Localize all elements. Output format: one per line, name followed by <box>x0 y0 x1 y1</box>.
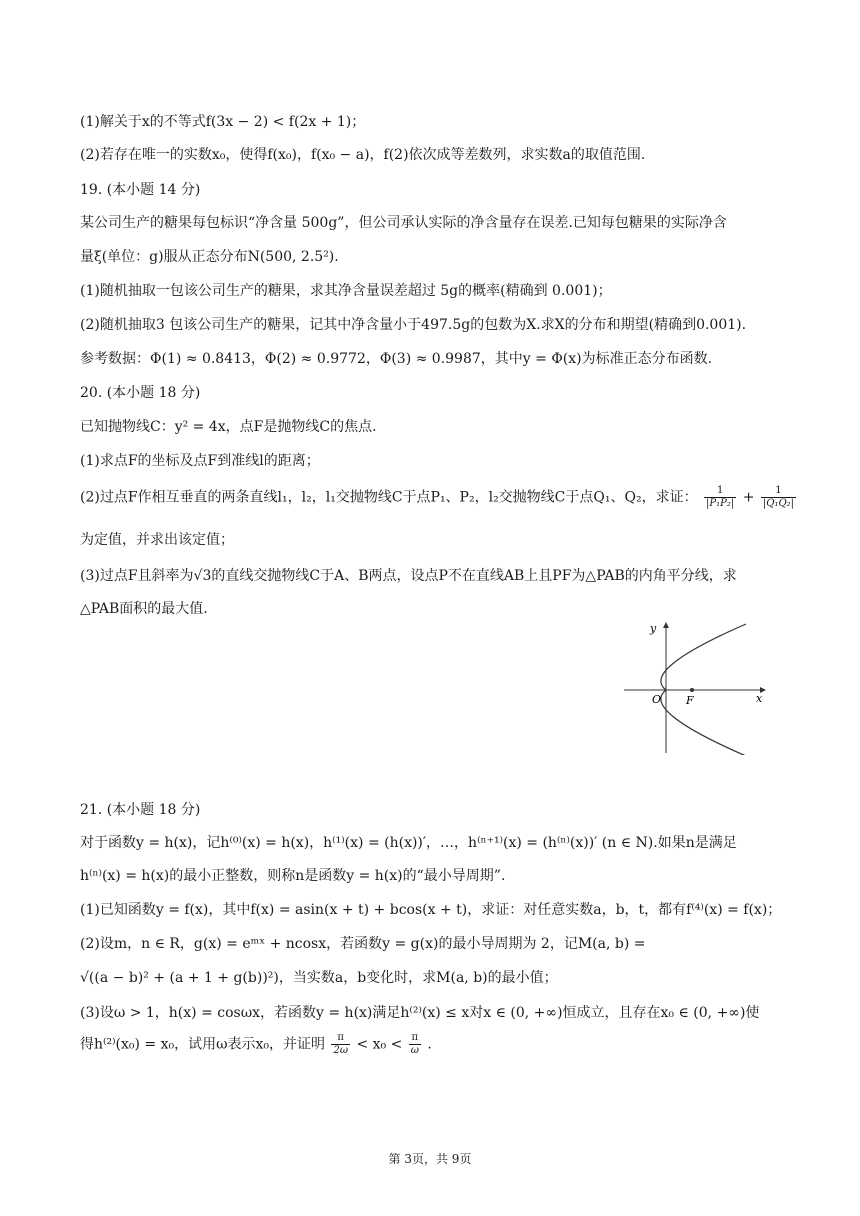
fraction-2omega-denominator: 2ω <box>333 1045 348 1056</box>
text-line: 对于函数y = h(x)，记h⁽⁰⁾(x) = h(x)，h⁽¹⁾(x) = (h(x))′，…，h⁽ⁿ⁺¹⁾(x) = (h⁽ⁿ⁾(x))′ (n ∈ N).如果n是满足 <box>80 835 737 851</box>
q21-part3-text: 得h⁽²⁾(x₀) = x₀，试用ω表示x₀，并证明 <box>80 1036 325 1053</box>
text-line: 已知抛物线C：y² = 4x，点F是抛物线C的焦点. <box>80 419 377 435</box>
fraction-omega-denominator: ω <box>410 1045 419 1056</box>
text-line: △PAB面积的最大值. <box>80 601 208 617</box>
text-line: h⁽ⁿ⁾(x) = h(x)的最小正整数，则称n是函数y = h(x)的“最小导周期”. <box>80 868 506 884</box>
plus-sign: + <box>742 489 755 506</box>
text-line: √((a − b)² + (a + 1 + g(b))²)，当实数a，b变化时，求M(a, b)的最小值； <box>80 970 558 986</box>
x-axis-label: x <box>756 692 763 705</box>
text-line: 为定值，并求出该定值； <box>80 532 234 548</box>
fraction-2-denominator: |Q₁Q₂| <box>762 498 795 509</box>
q20-part2-text: (2)过点F作相互垂直的两条直线l₁，l₂，l₁交抛物线C于点P₁、P₂，l₂交抛物线C于点Q₁、Q₂，求证： <box>80 489 698 506</box>
text-line: (2)设m，n ∈ R，g(x) = eᵐˣ + ncosx，若函数y = g(x)的最小导周期为 2，记M(a, b) = <box>80 936 646 952</box>
fraction-2-numerator: 1 <box>761 485 796 498</box>
fraction-1 <box>704 485 736 510</box>
fraction-pi-omega <box>409 1032 421 1057</box>
text-line: (1)解关于x的不等式f(3x − 2) < f(2x + 1)； <box>80 114 366 130</box>
y-axis-arrow <box>663 622 669 628</box>
parabola-figure <box>620 620 770 755</box>
inequality-middle: < x₀ < <box>356 1036 403 1053</box>
focus-label: F <box>686 694 694 707</box>
sentence-end: . <box>427 1036 432 1053</box>
page-footer: 第 3页，共 9页 <box>388 1152 472 1166</box>
text-line: (3)设ω > 1，h(x) = cosωx，若函数y = h(x)满足h⁽²⁾(x) ≤ x对x ∈ (0, +∞)恒成立，且存在x₀ ∈ (0, +∞)使 <box>80 1005 760 1021</box>
q20-part2-line <box>80 485 795 510</box>
fraction-pi-2omega <box>331 1032 350 1057</box>
text-line: 21. (本小题 18 分) <box>80 802 201 818</box>
text-line: (2)随机抽取3 包该公司生产的糖果，记其中净含量小于497.5g的包数为X.求X的分布和期望(精确到0.001). <box>80 317 747 333</box>
q21-part3-last-line <box>80 1032 780 1057</box>
text-line: (1)已知函数y = f(x)，其中f(x) = asin(x + t) + bcos(x + t)，求证：对任意实数a，b，t，都有f⁽⁴⁾(x) = f(x)； <box>80 902 782 918</box>
text-line: 19. (本小题 14 分) <box>80 182 201 198</box>
fraction-1-denominator: |P₁P₂| <box>706 498 735 509</box>
text-line: 参考数据：Φ(1) ≈ 0.8413，Φ(2) ≈ 0.9772，Φ(3) ≈ 0.9987，其中y = Φ(x)为标准正态分布函数. <box>80 351 713 367</box>
focus-point <box>690 688 694 692</box>
fraction-pi-numerator-2: π <box>409 1032 421 1045</box>
text-line: (1)随机抽取一包该公司生产的糖果，求其净含量误差超过 5g的概率(精确到 0.001)； <box>80 283 612 299</box>
origin-label: O <box>652 693 662 706</box>
text-line: 20. (本小题 18 分) <box>80 385 201 401</box>
fraction-1-numerator: 1 <box>704 485 736 498</box>
text-line: (3)过点F且斜率为√3的直线交抛物线C于A、B两点，设点P不在直线AB上且PF为△PAB的内角平分线，求 <box>80 568 737 584</box>
fraction-pi-numerator: π <box>331 1032 350 1045</box>
text-line: 某公司生产的糖果每包标识“净含量 500g”，但公司承认实际的净含量存在误差.已知每包糖果的实际净含 <box>80 215 727 231</box>
text-line: 量ξ(单位：g)服从正态分布N(500, 2.5²). <box>80 249 339 265</box>
text-line: (2)若存在唯一的实数x₀，使得f(x₀)，f(x₀ − a)，f(2)依次成等差数列，求实数a的取值范围. <box>80 147 646 163</box>
y-axis-label: y <box>650 622 657 635</box>
fraction-2 <box>761 485 796 510</box>
text-line: (1)求点F的坐标及点F到准线l的距离； <box>80 453 320 469</box>
